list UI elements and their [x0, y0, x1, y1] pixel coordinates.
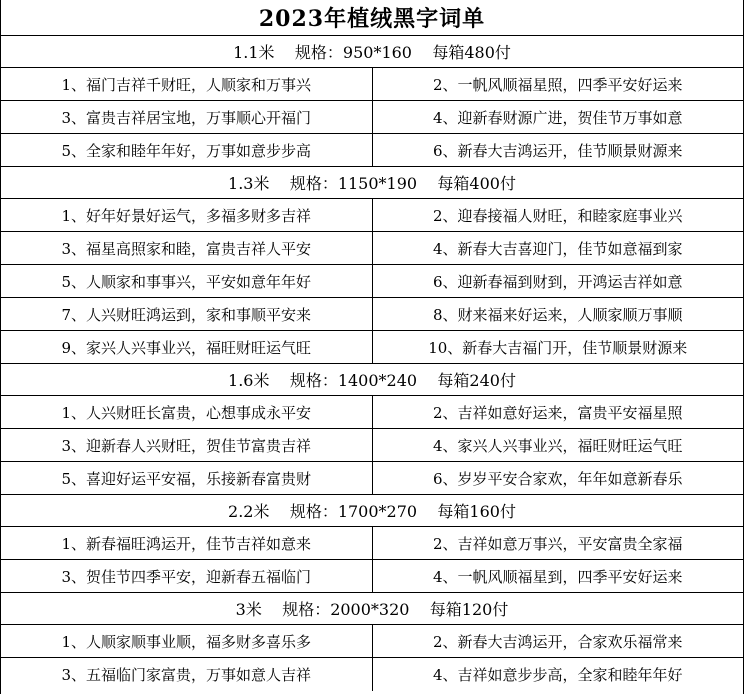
phrase-cell-right: 2、迎春接福人财旺，和睦家庭事业兴 [432, 206, 683, 225]
phrase-cell-left: 3、迎新春人兴财旺，贺佳节富贵吉祥 [1, 429, 373, 461]
section-header-size: 1.3米 [228, 174, 270, 193]
header-gap [275, 42, 295, 61]
header-gap [417, 501, 437, 520]
section-header-box: 每箱160付 [437, 502, 516, 521]
table-row [1, 560, 743, 593]
table-row [1, 101, 743, 134]
phrase-cell-right: 2、吉祥如意万事兴，平安富贵全家福 [432, 534, 683, 553]
phrase-cell-left: 3、五福临门家富贵，万事如意人吉祥 [1, 658, 373, 691]
section-header-spec: 规格：1400*240 [289, 371, 418, 390]
section-header [1, 593, 743, 625]
header-gap [269, 501, 289, 520]
page-title: 2023年植绒黑字词单 [1, 0, 743, 36]
phrase-cell-right: 6、迎新春福到财到，开鸿运吉祥如意 [432, 272, 683, 291]
header-gap [417, 173, 437, 192]
phrase-cell-right: 4、新春大吉喜迎门，佳节如意福到家 [432, 239, 683, 258]
header-gap [269, 173, 289, 192]
table-row [1, 396, 743, 429]
phrase-cell-right: 2、吉祥如意好运来，富贵平安福星照 [432, 403, 683, 422]
phrase-cell-left: 1、人兴财旺长富贵，心想事成永平安 [1, 396, 373, 428]
section-header-box: 每箱120付 [429, 600, 509, 619]
section-header-size: 1.6米 [228, 371, 270, 390]
phrase-cell-left: 5、全家和睦年年好，万事如意步步高 [1, 134, 373, 166]
section-header-box: 每箱240付 [437, 371, 516, 390]
header-gap [262, 599, 282, 618]
section-header-spec: 规格：1150*190 [289, 174, 418, 193]
header-gap [409, 599, 429, 618]
section-header-box: 每箱400付 [437, 174, 516, 193]
section-header-spec: 规格：950*160 [294, 43, 412, 62]
header-gap [269, 370, 289, 389]
table-row [1, 658, 743, 691]
table-row [1, 134, 743, 167]
phrase-cell-right: 2、新春大吉鸿运开，合家欢乐福常来 [432, 632, 683, 651]
table-row [1, 199, 743, 232]
section-header-size: 2.2米 [228, 502, 270, 521]
table-row [1, 527, 743, 560]
table-row [1, 298, 743, 331]
table-row [1, 625, 743, 658]
phrase-cell-left: 1、好年好景好运气，多福多财多吉祥 [1, 199, 373, 231]
section-header-spec: 规格：1700*270 [289, 502, 418, 521]
phrase-cell-right: 2、一帆风顺福星照，四季平安好运来 [432, 75, 683, 94]
phrase-cell-left: 5、喜迎好运平安福，乐接新春富贵财 [1, 462, 373, 494]
phrase-cell-left: 5、人顺家和事事兴，平安如意年年好 [1, 265, 373, 297]
phrase-cell-left: 9、家兴人兴事业兴，福旺财旺运气旺 [1, 331, 373, 363]
phrase-cell-left: 3、贺佳节四季平安，迎新春五福临门 [1, 560, 373, 592]
section-header-size: 1.1米 [233, 43, 275, 62]
section-header-spec: 规格：2000*320 [282, 600, 410, 619]
phrase-cell-right: 6、岁岁平安合家欢，年年如意新春乐 [432, 469, 683, 488]
phrase-cell-left: 3、富贵吉祥居宝地，万事顺心开福门 [1, 101, 373, 133]
phrase-cell-left: 7、人兴财旺鸿运到，家和事顺平安来 [1, 298, 373, 330]
phrase-cell-right: 8、财来福来好运来，人顺家顺万事顺 [432, 305, 683, 324]
section-header [1, 36, 743, 68]
table-row [1, 265, 743, 298]
section-header [1, 167, 743, 199]
table-row [1, 331, 743, 364]
phrase-cell-right: 6、新春大吉鸿运开，佳节顺景财源来 [432, 141, 683, 160]
table-row [1, 68, 743, 101]
table-row [1, 429, 743, 462]
section-header-box: 每箱480付 [432, 43, 511, 62]
phrase-cell-right: 10、新春大吉福门开，佳节顺景财源来 [428, 338, 688, 357]
phrase-cell-left: 3、福星高照家和睦，富贵吉祥人平安 [1, 232, 373, 264]
table-row [1, 462, 743, 495]
section-header-size: 3米 [235, 600, 262, 619]
phrase-cell-right: 4、迎新春财源广进，贺佳节万事如意 [432, 108, 683, 127]
sections-container [1, 36, 743, 691]
table-row [1, 232, 743, 265]
phrase-cell-left: 1、福门吉祥千财旺，人顺家和万事兴 [1, 68, 373, 100]
header-gap [417, 370, 437, 389]
phrase-cell-right: 4、一帆风顺福星到，四季平安好运来 [432, 567, 683, 586]
header-gap [412, 42, 432, 61]
section-header [1, 364, 743, 396]
phrase-cell-left: 1、人顺家顺事业顺，福多财多喜乐多 [1, 625, 373, 657]
phrase-cell-left: 1、新春福旺鸿运开，佳节吉祥如意来 [1, 527, 373, 559]
phrase-cell-right: 4、家兴人兴事业兴，福旺财旺运气旺 [432, 436, 683, 455]
phrase-cell-right: 4、吉祥如意步步高，全家和睦年年好 [432, 666, 683, 684]
section-header [1, 495, 743, 527]
